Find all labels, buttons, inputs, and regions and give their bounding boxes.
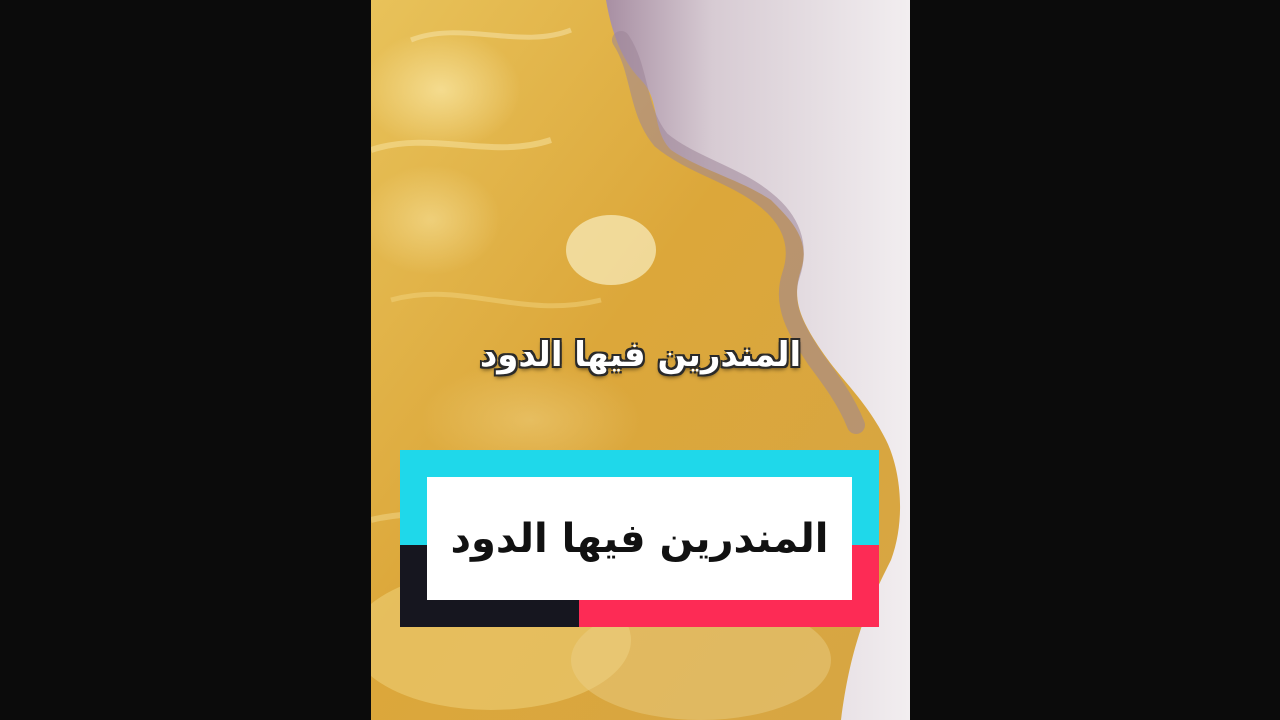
title-card-panel [427,477,852,600]
title-card-text: المندرين فيها الدود [450,515,829,562]
title-card [400,450,879,627]
video-overlay-caption: المندرين فيها الدود [479,335,802,375]
